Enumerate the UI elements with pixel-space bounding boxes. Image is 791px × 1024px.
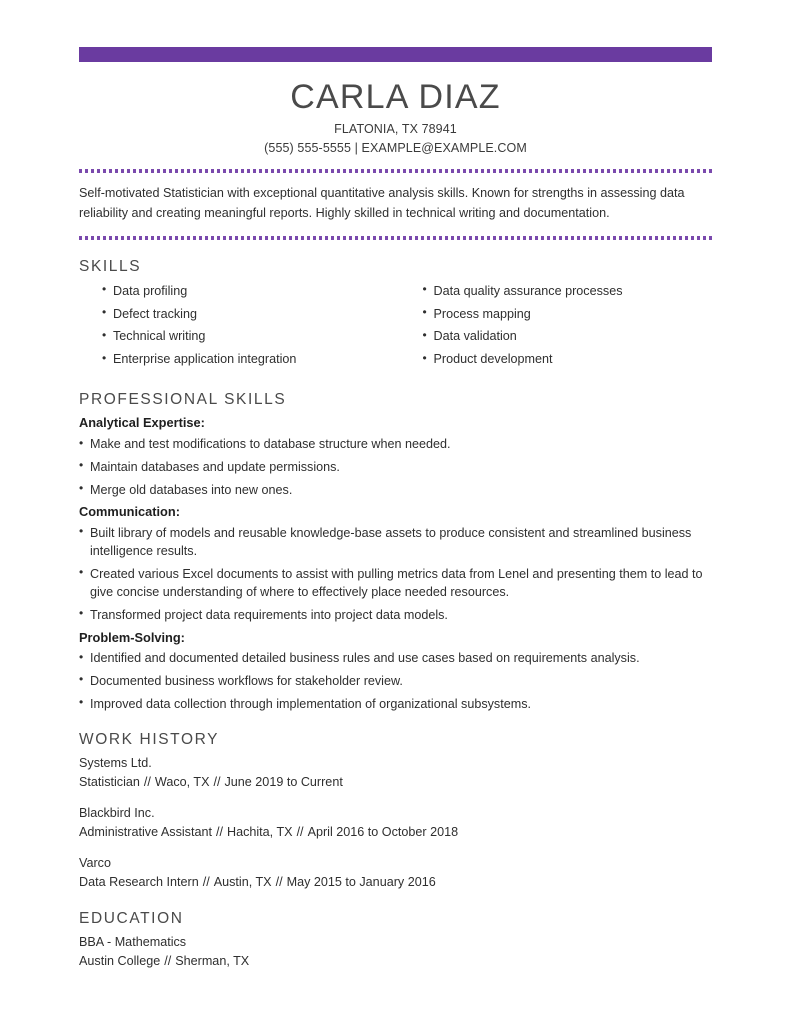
education-degree: BBA - Mathematics [79,935,187,950]
candidate-name: CARLA DIAZ [290,78,501,116]
section-professional-skills [79,391,712,713]
skill-group-analytical-expertise [79,414,712,498]
work-history-entry [79,754,712,792]
job-separator: // [202,874,210,889]
job-separator: // [275,874,283,889]
job-meta [79,773,712,792]
education-heading: EDUCATION [79,909,184,927]
job-dates: June 2019 to Current [224,775,343,790]
job-location: Waco, TX [154,775,210,790]
job-company: Blackbird Inc. [79,806,155,821]
candidate-contact: (555) 555-5555 | EXAMPLE@EXAMPLE.COM [264,140,527,155]
skill-group-label: Communication: [79,504,180,520]
job-role: Administrative Assistant [79,825,212,840]
header-accent-bar [79,47,712,62]
job-separator: // [143,775,151,790]
list-item: • Enterprise application integration [102,350,396,368]
education-separator: // [164,954,172,969]
job-company: Varco [79,856,111,871]
skills-columns [79,282,712,373]
list-item: • Transformed project data requirements into project data models. [79,606,712,624]
list-item: • Documented business workflows for stakeholder review. [79,672,712,690]
skill-group-label: Analytical Expertise: [79,415,205,431]
section-work-history [79,731,712,892]
job-location: Austin, TX [213,874,272,889]
list-item: • Improved data collection through implementation of organizational subsystems. [79,695,712,713]
job-meta [79,823,712,842]
skills-heading: SKILLS [79,258,142,276]
list-item: • Built library of models and reusable knowledge-base assets to produce consistent and streamlined business intelligence results. [79,524,712,561]
job-separator: // [296,825,304,840]
skill-group-list [79,649,712,713]
candidate-location: FLATONIA, TX 78941 [334,122,457,136]
resume-header [79,80,712,156]
job-role: Statistician [79,775,140,790]
job-separator: // [213,775,221,790]
skills-list-left [102,282,396,369]
skill-group-list [79,524,712,624]
divider-bottom [79,236,712,240]
section-education [79,910,712,971]
education-school: Austin College [79,954,161,969]
skill-group-list [79,435,712,499]
skill-group-label: Problem-Solving: [79,629,185,645]
skill-group-communication [79,503,712,624]
work-history-entry [79,804,712,842]
list-item: • Identified and documented detailed business rules and use cases based on requirements analysis. [79,649,712,667]
list-item: • Data quality assurance processes [423,282,713,300]
list-item: • Merge old databases into new ones. [79,481,712,499]
list-item: • Process mapping [423,305,713,323]
skill-group-problem-solving [79,629,712,713]
resume-content [79,72,712,971]
divider-top [79,169,712,173]
work-history-heading: WORK HISTORY [79,730,220,748]
job-meta [79,873,712,892]
list-item: • Defect tracking [102,305,396,323]
list-item: • Data validation [423,327,713,345]
list-item: • Maintain databases and update permissions. [79,458,712,476]
list-item: • Product development [423,350,713,368]
list-item: • Data profiling [102,282,396,300]
job-company: Systems Ltd. [79,756,152,771]
education-location: Sherman, TX [175,954,250,969]
professional-summary: Self-motivated Statistician with exceptional quantitative analysis skills. Known for strengths in assessing data reliability and creating meaningful reports. Highly skilled in technical writing and documentation. [79,186,685,220]
section-skills [79,258,712,373]
skills-column-right [396,282,713,373]
job-dates: May 2015 to January 2016 [286,874,436,889]
professional-skills-heading: PROFESSIONAL SKILLS [79,390,287,408]
list-item: • Make and test modifications to database structure when needed. [79,435,712,453]
list-item: • Technical writing [102,327,396,345]
job-dates: April 2016 to October 2018 [307,825,459,840]
work-history-entry [79,854,712,892]
education-school-line [79,952,712,971]
job-role: Data Research Intern [79,874,199,889]
skills-list-right [423,282,713,369]
job-location: Hachita, TX [226,825,293,840]
skills-column-left [79,282,396,373]
job-separator: // [215,825,223,840]
list-item: • Created various Excel documents to assist with pulling metrics data from Lenel and presenting them to lead to give concise understanding of where to effectively place needed resources. [79,565,712,602]
